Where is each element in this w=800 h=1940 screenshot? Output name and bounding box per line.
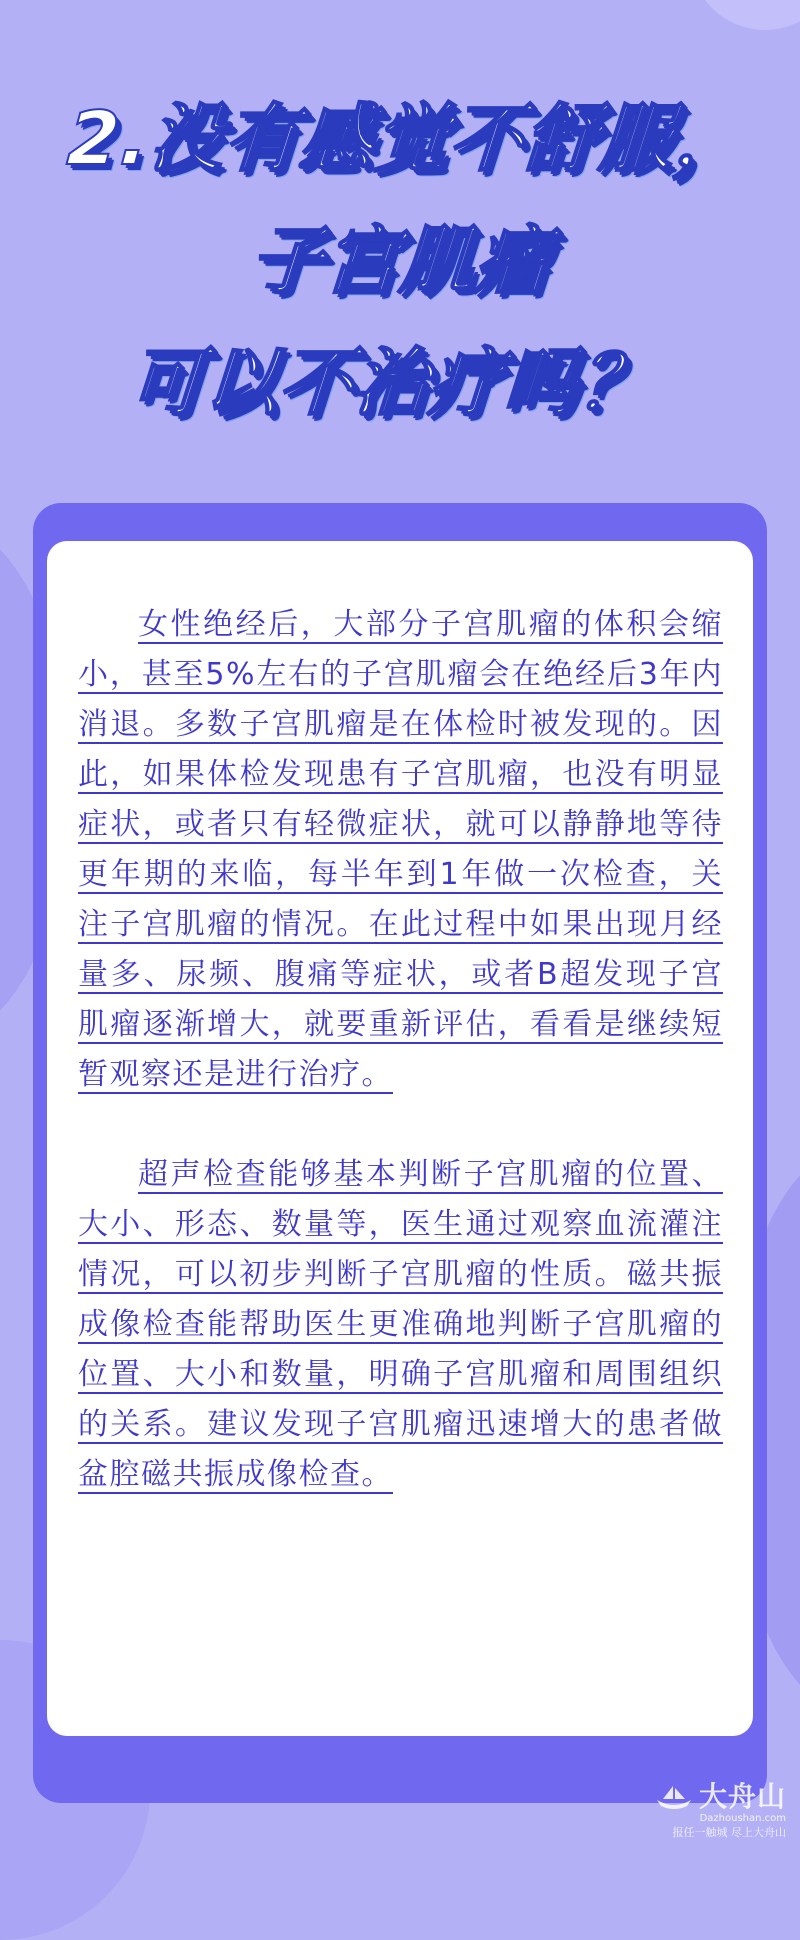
- watermark-slogan: 报任一触城 尽上大舟山: [672, 1826, 786, 1839]
- background-blob: [690, 0, 800, 30]
- article-paragraph: 超声检查能够基本判断子宫肌瘤的位置、大小、形态、数量等，医生通过观察血流灌注情况，可以初步判断子宫肌瘤的性质。磁共振成像检查能帮助医生更准确地判断子宫肌瘤的位置、大小和数量，明确子宫肌瘤和周围组织的关系。建议发现子宫肌瘤迅速增大的患者做盆腔磁共振成像检查。: [78, 1157, 723, 1492]
- watermark-brand: 大舟山: [698, 1780, 786, 1813]
- boat-logo-icon: [655, 1784, 693, 1810]
- watermark-logo: [626, 1782, 786, 1812]
- page-title: [0, 78, 800, 444]
- article-body: [78, 600, 723, 1500]
- title-line: 2.没有感觉不舒服，: [64, 96, 753, 182]
- watermark: [626, 1782, 786, 1839]
- article-paragraph: 女性绝经后，大部分子宫肌瘤的体积会缩小，甚至5%左右的子宫肌瘤会在绝经后3年内消退。多数子宫肌瘤是在体检时被发现的。因此，如果体检发现患有子宫肌瘤，也没有明显症状，或者只有轻微症状，就可以静静地等待更年期的来临，每半年到1年做一次检查，关注子宫肌瘤的情况。在此过程中如果出现月经量多、尿频、腹痛等症状，或者B超发现子宫肌瘤逐渐增大，就要重新评估，看看是继续短暂观察还是进行治疗。: [78, 607, 723, 1092]
- watermark-domain: Dazhoushan.com: [699, 1813, 786, 1824]
- title-line: 可以不治疗吗？: [125, 340, 657, 426]
- title-line: 子宫肌瘤: [246, 218, 554, 304]
